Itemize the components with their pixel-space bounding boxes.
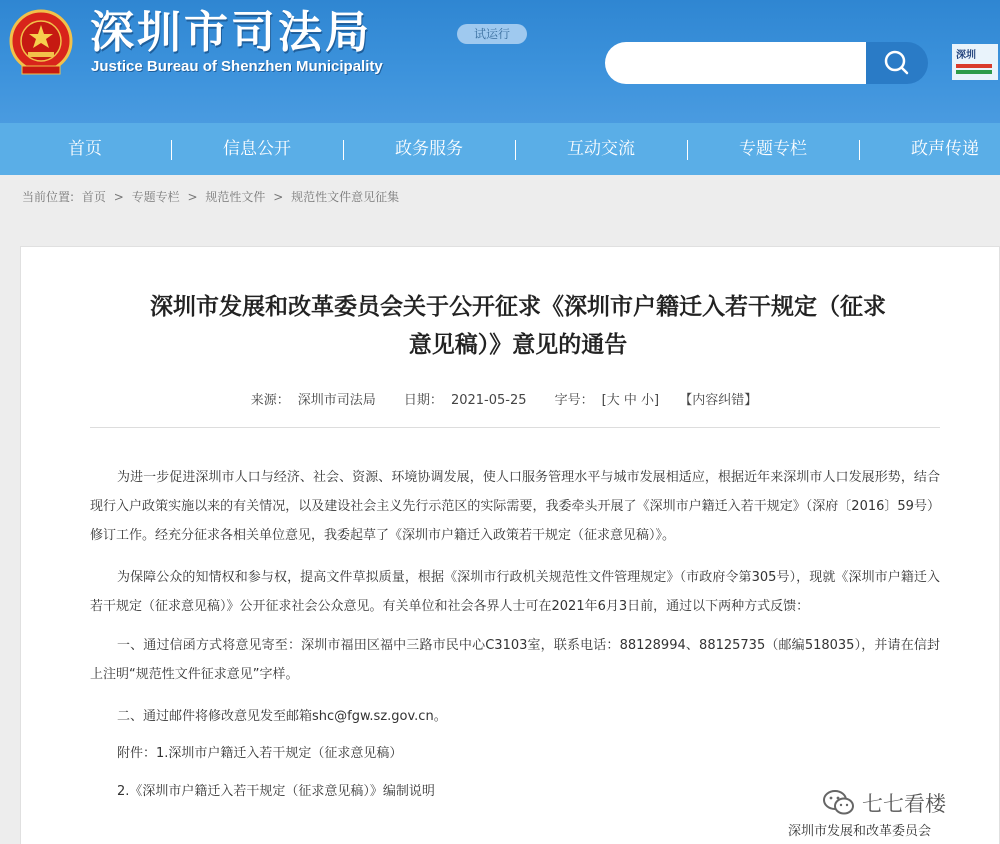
font-size-label: 字号： [554, 393, 594, 408]
nav-item-interaction[interactable]: 互动交流 [567, 139, 635, 159]
nav-divider [171, 140, 172, 160]
nav-divider [343, 140, 344, 160]
wechat-icon [822, 788, 856, 818]
article-paragraph: 为进一步促进深圳市人口与经济、社会、资源、环境协调发展，使人口服务管理水平与城市发展相适应，根据近年来深圳市人口发展形势，结合现行入户政策实施以来的有关情况，以及建设社会主义先行示范区的实际需要，我委牵头开展了《深圳市户籍迁入若干规定》（深府〔2016〕59号）修订工作。经充分征求各相关单位意见，我委起草了《深圳市户籍迁入政策若干规定（征求意见稿）》。 [90, 470, 940, 543]
breadcrumb-separator: > [273, 190, 284, 204]
content-correction-link[interactable]: 【内容纠错】 [679, 393, 758, 408]
nav-item-gov-services[interactable]: 政务服务 [395, 139, 463, 159]
nav-item-gov-voice[interactable]: 政声传递 [911, 139, 979, 159]
site-title[interactable]: 深圳市司法局 [90, 7, 372, 58]
watermark-text: 七七看楼 [862, 792, 946, 816]
article-title-line: 意见稿）》意见的通告 [408, 332, 628, 358]
breadcrumb-item-home[interactable]: 首页 [81, 190, 106, 204]
search-button[interactable] [866, 42, 928, 84]
article-paragraph: 一、通过信函方式将意见寄至：深圳市福田区福中三路市民中心C3103室，联系电话：88128994、88125735（邮编518035），并请在信封上注明“规范性文件征求意见”字样。 [90, 638, 940, 682]
date-value: 2021-05-25 [450, 393, 527, 408]
nav-divider [515, 140, 516, 160]
signoff: 深圳市发展和改革委员会 [788, 824, 932, 839]
svg-text:深圳: 深圳 [956, 50, 976, 61]
nav-divider [859, 140, 860, 160]
source-value: 深圳市司法局 [297, 393, 376, 408]
breadcrumb [22, 188, 403, 205]
article-title [88, 288, 948, 364]
source-label: 来源： [250, 393, 290, 408]
site-subtitle: Justice Bureau of Shenzhen Municipality [91, 58, 383, 75]
breadcrumb-label: 当前位置: [22, 190, 75, 204]
breadcrumb-item-special-topics[interactable]: 专题专栏 [131, 190, 180, 204]
attachment-item[interactable]: 2.《深圳市户籍迁入若干规定（征求意见稿）》编制说明 [117, 784, 435, 799]
main-nav [0, 123, 1000, 175]
nav-item-special-topics[interactable]: 专题专栏 [739, 139, 807, 159]
shenzhen-logo-icon[interactable] [950, 42, 1000, 82]
divider [90, 427, 940, 428]
site-header [0, 0, 1000, 123]
nav-item-info-disclosure[interactable]: 信息公开 [223, 139, 291, 159]
breadcrumb-separator: > [187, 190, 198, 204]
attachment-item[interactable]: 附件：1.深圳市户籍迁入若干规定（征求意见稿） [117, 746, 403, 761]
search-input[interactable] [605, 42, 870, 84]
national-emblem-icon [8, 8, 74, 78]
nav-item-home[interactable]: 首页 [68, 139, 102, 159]
breadcrumb-item-normative-docs[interactable]: 规范性文件 [205, 190, 266, 204]
article-paragraph: 二、通过邮件将修改意见发至邮箱shc@fgw.sz.gov.cn。 [117, 709, 447, 724]
article-title-line: 深圳市发展和改革委员会关于公开征求《深圳市户籍迁入若干规定（征求 [150, 294, 886, 320]
nav-divider [687, 140, 688, 160]
breadcrumb-separator: > [113, 190, 124, 204]
watermark [822, 786, 946, 820]
font-size-selector[interactable]: [大 中 小] [601, 393, 660, 408]
article-meta [0, 389, 1000, 408]
date-label: 日期： [403, 393, 443, 408]
trial-badge: 试运行 [457, 24, 527, 44]
article-paragraph: 为保障公众的知情权和参与权，提高文件草拟质量，根据《深圳市行政机关规范性文件管理规定》（市政府令第305号），现就《深圳市户籍迁入若干规定（征求意见稿）》公开征求社会公众意见。有关单位和社会各界人士可在2021年6月3日前，通过以下两种方式反馈： [90, 570, 940, 614]
search-icon [866, 42, 928, 84]
breadcrumb-item-opinion-solicitation[interactable]: 规范性文件意见征集 [291, 190, 400, 204]
